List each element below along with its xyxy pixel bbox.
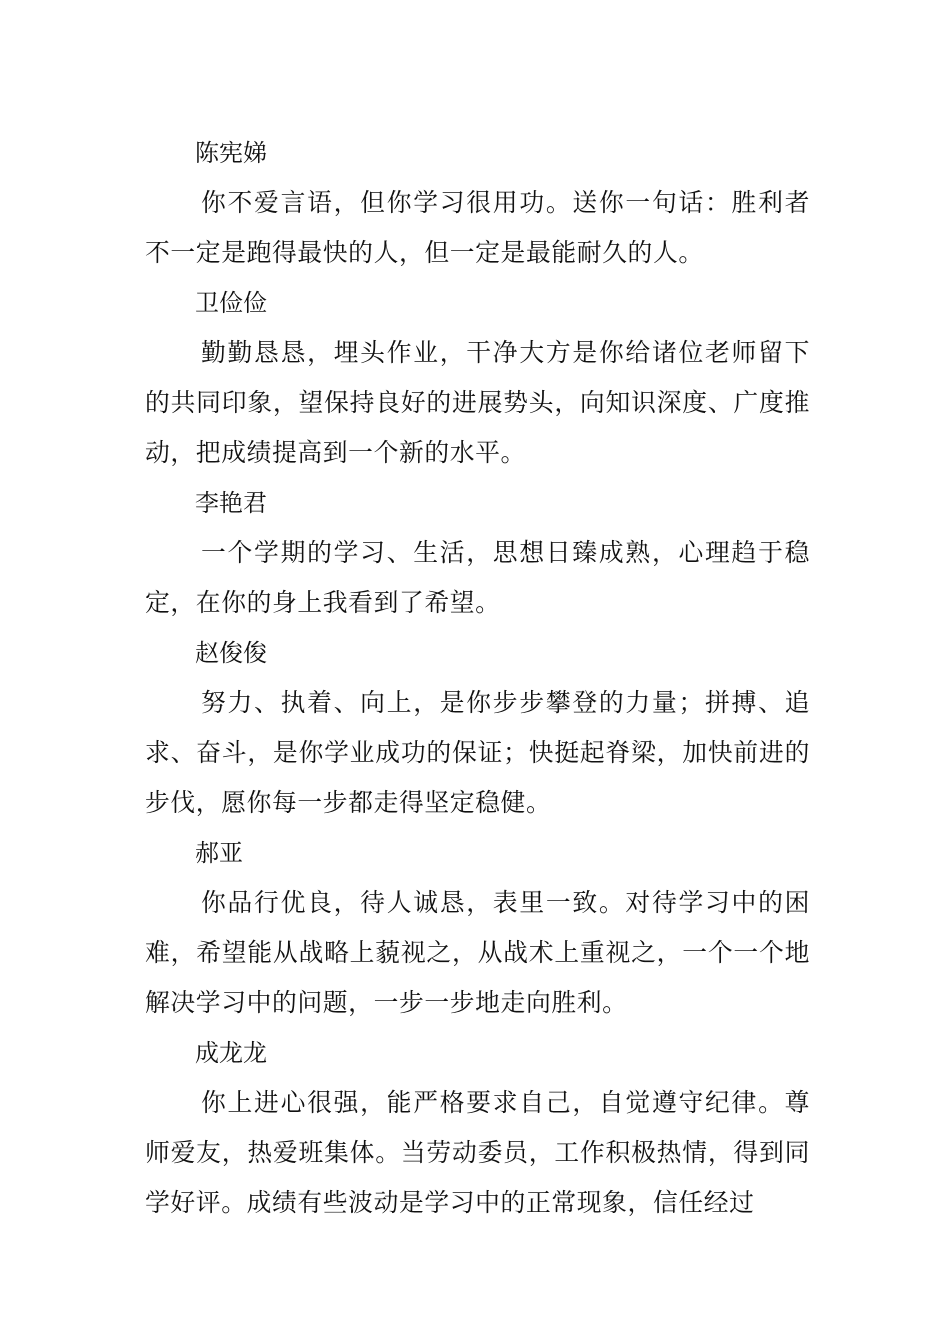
entry [145,278,810,478]
entry [145,478,810,628]
teacher-comment: 勤勤恳恳，埋头作业，干净大方是你给诸位老师留下的共同印象，望保持良好的进展势头，向知识深度、广度推动，把成绩提高到一个新的水平。 [145,338,810,467]
teacher-comment: 一个学期的学习、生活，思想日臻成熟，心理趋于稳定，在你的身上我看到了希望。 [145,538,810,617]
student-name: 卫俭俭 [195,289,267,317]
student-name: 成龙龙 [195,1039,267,1067]
student-name: 郝亚 [195,839,243,867]
entry [145,128,810,278]
comments-body [145,128,810,1228]
teacher-comment: 你不爱言语，但你学习很用功。送你一句话：胜利者不一定是跑得最快的人，但一定是最能耐久的人。 [145,188,810,267]
entry [145,628,810,828]
student-name: 陈宪娣 [195,139,267,167]
student-name: 赵俊俊 [195,639,267,667]
teacher-comment: 努力、执着、向上，是你步步攀登的力量；拼搏、追求、奋斗，是你学业成功的保证；快挺起脊梁，加快前进的步伐，愿你每一步都走得坚定稳健。 [145,688,810,817]
entry [145,1028,810,1228]
student-name: 李艳君 [195,489,267,517]
teacher-comment: 你上进心很强，能严格要求自己，自觉遵守纪律。尊师爱友，热爱班集体。当劳动委员，工作积极热情，得到同学好评。成绩有些波动是学习中的正常现象，信任经过 [145,1088,810,1217]
entry [145,828,810,1028]
teacher-comment: 你品行优良，待人诚恳，表里一致。对待学习中的困难，希望能从战略上藐视之，从战术上重视之，一个一个地解决学习中的问题，一步一步地走向胜利。 [145,888,810,1017]
